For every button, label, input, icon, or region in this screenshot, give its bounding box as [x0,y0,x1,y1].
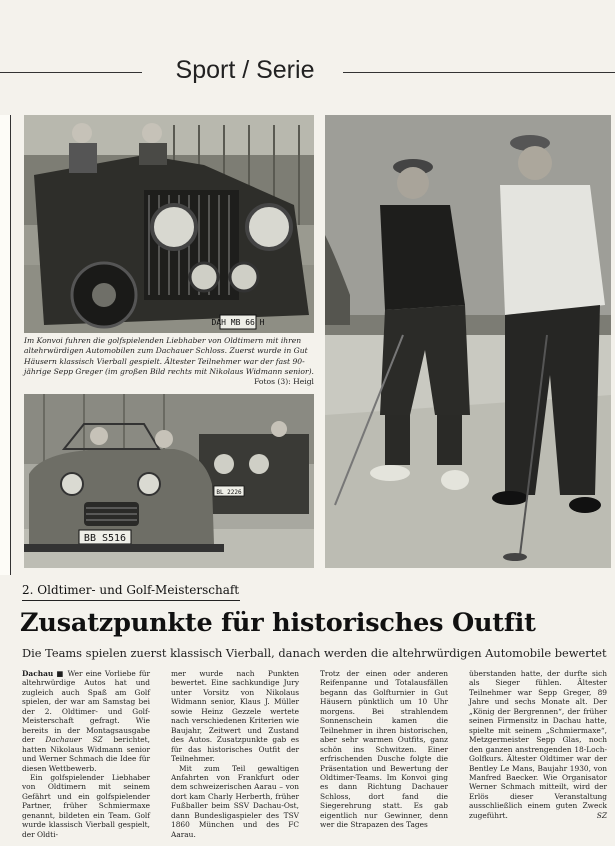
headline: Zusatzpunkte für historisches Outfit [20,608,536,638]
dateline: Dachau [22,669,54,678]
plate-front-car: BB S516 [83,533,127,544]
section-title: Sport / Serie [175,56,315,84]
newspaper-name: Dachauer SZ [45,735,103,745]
plate-rear-car: BL 2226 [216,489,242,496]
paragraph-text: überstanden hatte, der durfte sich als Sieger fühlen. Ältester Teilnehmer war Sepp Greger, 89 Jahre und sechs Monate alt. Der „König der Bergrennen“, der früher seinen Firmensitz in Dachau hatte, spielte mit seinem „Schmiermaxe“, Metzgermeister Sepp Glas, noch den ganzen anstrengenden 18-Loch-Golfkurs. Ältester Oldtimer war der Bentley Le Mans, Baujahr 1930, von Manfred Baecker. Wie Organisator Werner Schmach mitteilt, wird der Erlös dieser Veranstaltung ausschließlich einem guten Zweck zugeführt. [469,669,607,820]
paragraph: Trotz der einen oder anderen Reifenpanne und Totalausfällen begann das Golfturnier in Gut Häusern pünktlich um 10 Uhr morgens. Bei strahlendem Sonnenschein kamen die Teilnehmer in ihren historischen, aber sehr warmen Outfits, ganz schön ins Schwitzen. Einer erfrischenden Dusche folgte die Präsentation und Bewertung der Oldtimer-Teams. Im Konvoi ging es dann Richtung Dachauer Schloss, dort fand die Siegerehrung statt. Es gab eigentlich nur Gewinner, denn wer die Strapazen des Tages [320,669,448,830]
subheadline: Die Teams spielen zuerst klassisch Vierball, danach werden die altehrwürdigen Automobile bewertet [22,646,607,660]
body-column-2 [171,669,299,839]
paragraph [469,669,607,820]
body-column-4 [469,669,607,820]
gutter-strip [0,115,10,575]
photo-credit: Fotos (3): Heigl [254,377,314,387]
author-signature: SZ [596,810,607,820]
photo-vintage-car [24,115,314,333]
plate-top-car: DAH MB 66 H [211,318,265,327]
photo-golfers [325,115,611,568]
paragraph: Ein golfspielender Liebhaber von Oldtimern mit seinem Gefährt und ein golfspielender Partner, früher Schmiermaxe genannt, bildeten ein Team. Golf wurde klassisch Vierball gespielt, der Oldti- [22,772,150,839]
body-column-3 [320,669,448,830]
header-rule-left [0,72,142,73]
page-left-rule [10,115,11,575]
paragraph: Mit zum Teil gewaltigen Anfahrten von Frankfurt oder dem schweizerischen Aarau – von dort kam Charly Herberth, früher Fußballer beim SSV Dachau-Ost, dann Bundesligaspieler des TSV 1860 München und des FC Aarau. [171,763,299,839]
body-column-1 [22,669,150,839]
paragraph-text: berichtet, hatten Nikolaus Widmann senior und Werner Schmach die Idee für diesen Wettbewerb. [22,735,151,773]
paragraph: mer wurde nach Punkten bewertet. Eine sachkundige Jury unter Vorsitz von Nikolaus Widmann senior, Klaus J. Müller sowie Heinz Gezzele wertete nach verschiedenen Kriterien wie Baujahr, Zeitwert und Zustand des Autos. Zusatzpunkte gab es für das historisches Outfit der Teilnehmer. [171,669,299,764]
header-rule-right [343,72,615,73]
paragraph-text: ■ Wer eine Vorliebe für altehrwürdige Autos hat und zugleich auch Spaß am Golf spielen, der war am Samstag bei der 2. Oldtimer- und Golf-Meisterschaft gefragt. Wie bereits in der Montagsausgabe der [22,669,150,745]
kicker-underline [22,600,240,601]
kicker: 2. Oldtimer- und Golf-Meisterschaft [22,583,240,597]
photo-two-cars [24,394,314,568]
paragraph [22,669,150,773]
caption-text: Im Konvoi fuhren die golfspielenden Liebhaber von Oldtimern mit ihren altehrwürdigen Automobilen zum Dachauer Schloss. Zuerst wurde in Gut Häusern klassisch Vierball gespielt. Ältester Teilnehmer war der fast 90-jährige Sepp Greger (im großen Bild rechts mit Nikolaus Widmann senior). [24,336,314,376]
photo-caption [24,336,314,387]
